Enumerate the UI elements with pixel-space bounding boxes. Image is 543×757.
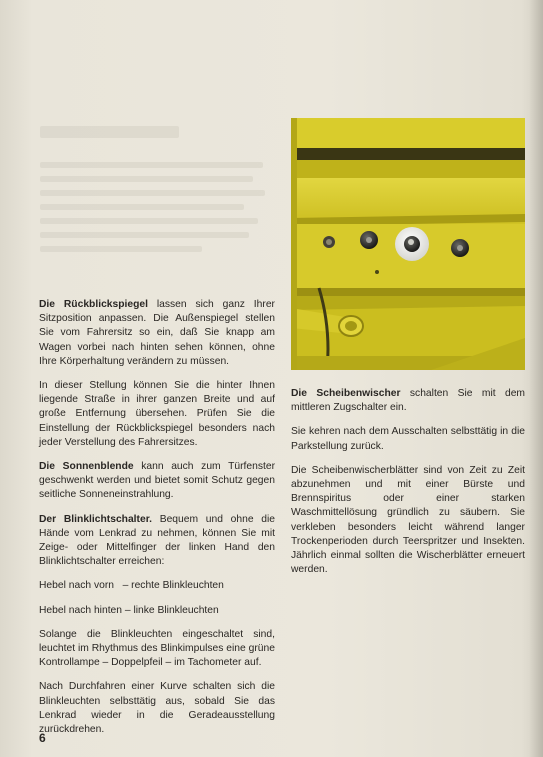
page-edge-shadow [529,0,543,757]
turnsignal-lead: Der Blinklichtschalter. [39,513,152,525]
turnsignal-paragraph [39,513,275,570]
wiper-paragraph [291,387,525,415]
blades-paragraph: Die Scheibenwischerblätter sind von Zeit zu Zeit abzunehmen und mit einer Bürste und Brennspiritus oder einer starken Waschmittellösung gründlich zu säubern. Sie verkleben besonders leicht während langer Trockenperioden durch Teerspritzer und Insekten. Jährlich einmal sollten die Wischerblätter erneuert werden. [291,464,525,576]
lever-back-line: Hebel nach hinten – linke Blinkleuchten [39,604,219,616]
rearview-text: lassen sich ganz Ihrer Sitzposition anpassen. Die Außenspiegel stellen Sie vom Fahrersitz so ein, daß Sie knapp am Wagen vorbei nach hinten sehen können, ohne Ihre Körperhaltung verändern zu müssen. [39,299,275,367]
indicator-paragraph: Solange die Blinkleuchten eingeschaltet sind, leuchtet im Rhythmus des Blinkimpulses eine grüne Kontrollampe – Doppelpfeil – im Tachometer auf. [39,628,275,669]
park-paragraph: Sie kehren nach dem Ausschalten selbsttätig in die Parkstellung zurück. [291,426,525,452]
lever-forward-line: Hebel nach vorn – rechte Blinkleuchten [39,580,224,592]
sunvisor-paragraph [39,460,275,503]
dashboard-photo [291,118,525,370]
bleed-through-text [40,118,272,260]
rearview-paragraph-2: In dieser Stellung können Sie die hinter Ihnen liegende Straße in ihrer ganzen Breite und auf große Entfernung übersehen. Prüfen Sie die Einstellung der Rückblickspiegel besonders nach jeder Verstellung des Fahrersitzes. [39,380,275,448]
rearview-paragraph [39,298,275,369]
wiper-text: schalten Sie mit dem mittleren Zugschalter ein. [291,388,526,414]
curve-paragraph: Nach Durchfahren einer Kurve schalten sich die Blinkleuchten selbsttätig aus, sobald Sie das Lenkrad wieder in die Geradeausstellung zurückdrehen. [39,681,275,736]
right-text-column [291,387,525,587]
sunvisor-lead: Die Sonnenblende [39,461,134,473]
turnsignal-text: Bequem und ohne die Hände vom Lenkrad zu nehmen, können Sie mit Zeige- oder Mittelfinger der linken Hand den Blinklichtschalter erreichen: [39,513,275,568]
page-number: 6 [39,731,46,745]
rearview-lead: Die Rückblickspiegel [39,299,148,310]
wiper-lead: Die Scheibenwischer [291,388,401,399]
left-text-column [39,298,275,747]
sunvisor-text: kann auch zum Türfenster geschwenkt werden und bietet somit Schutz gegen seitliche Sonneneinstrahlung. [39,461,275,501]
